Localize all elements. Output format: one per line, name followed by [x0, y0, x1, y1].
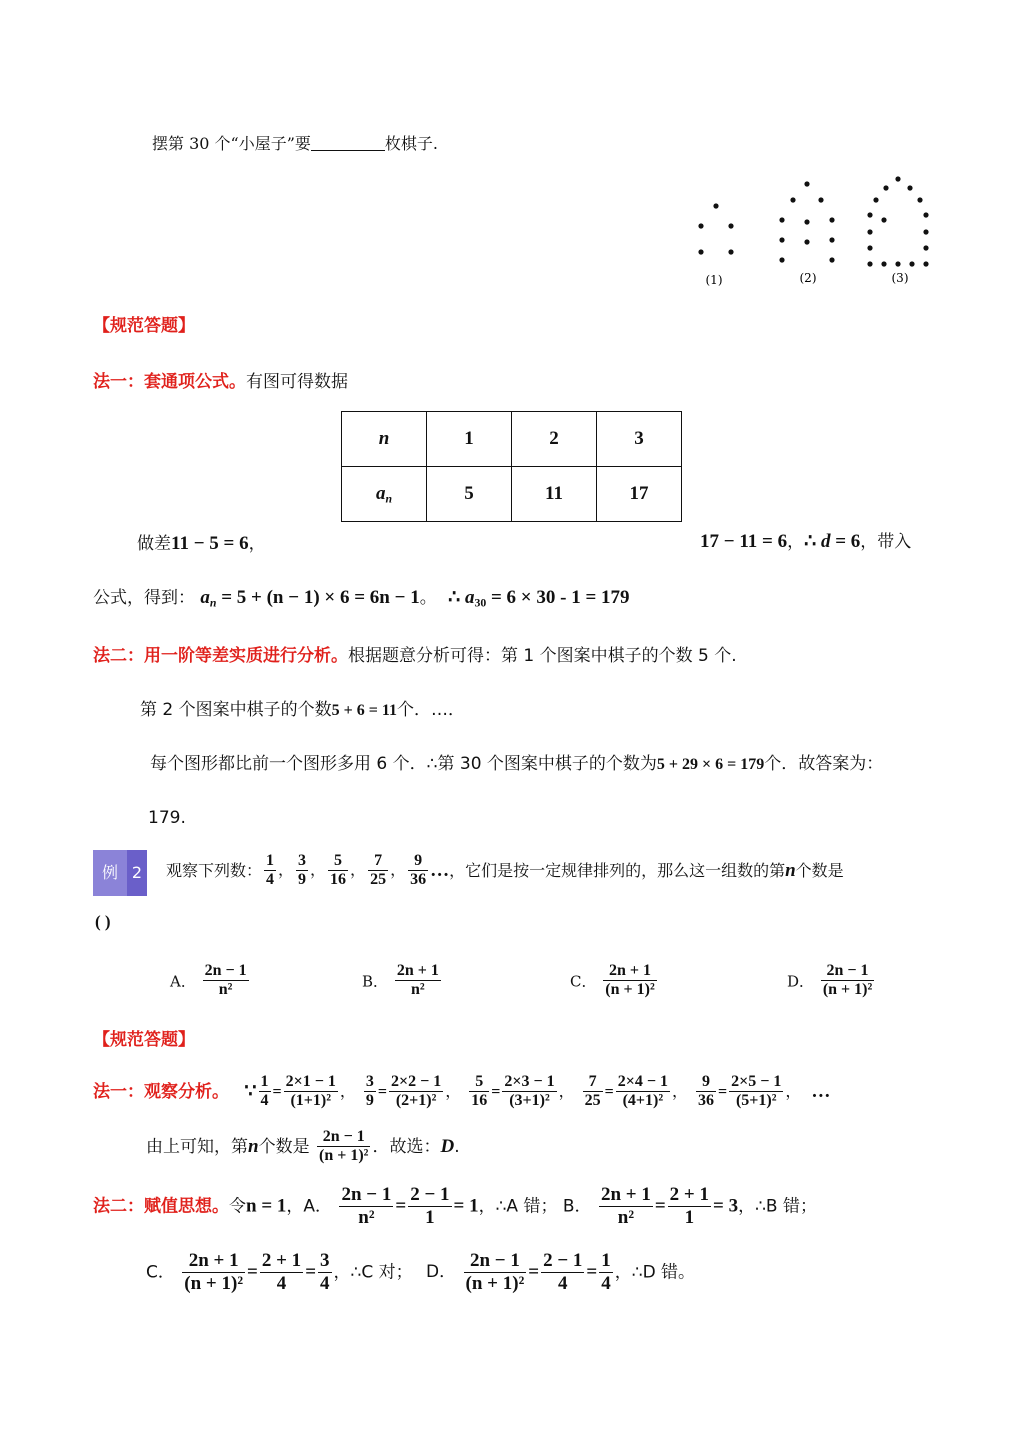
cell-sub: n — [385, 492, 393, 506]
table-cell: 2 — [512, 412, 597, 467]
numerator: 2 − 1 — [543, 1250, 583, 1271]
s2-method1-label: 法一：观察分析。 — [93, 1081, 229, 1102]
denominator: 25 — [370, 871, 387, 889]
c-fraction-3 — [318, 1250, 332, 1295]
ling-text: 令 — [229, 1196, 246, 1217]
numerator: 1 — [601, 1250, 611, 1271]
numerator: 1 — [264, 852, 276, 871]
table-cell-n — [342, 412, 427, 467]
table-cell: 5 — [427, 467, 512, 522]
left-fraction — [696, 1073, 716, 1111]
numerator: 2×3 − 1 — [502, 1073, 556, 1092]
conclusion-d: D — [440, 1135, 455, 1157]
dot — [698, 223, 703, 228]
line2-b: 个图案中棋子的个数 — [178, 700, 332, 720]
dot — [867, 245, 872, 250]
separator: ， — [278, 861, 295, 879]
example-badge-label: 例 — [93, 850, 127, 896]
numerator: 5 — [469, 1073, 489, 1092]
denominator: 36 — [410, 871, 427, 889]
method2-text-c: 个. — [714, 646, 737, 666]
sequence-fraction — [328, 852, 348, 890]
left-fraction — [469, 1073, 489, 1111]
dot — [804, 181, 809, 186]
table-row — [342, 412, 682, 467]
conclusion-line — [146, 1128, 460, 1166]
numerator: 9 — [408, 852, 428, 871]
dot — [713, 203, 718, 208]
denominator: (3+1)² — [509, 1092, 550, 1110]
numerator: 2×2 − 1 — [389, 1073, 443, 1092]
numerator: 7 — [583, 1073, 603, 1092]
a-wrong: ，∴A 错； — [478, 1196, 558, 1217]
option-d[interactable] — [787, 962, 876, 1000]
separator: ， — [558, 1082, 575, 1100]
answer-blank — [311, 132, 385, 151]
denominator: (n + 1)² — [184, 1272, 244, 1294]
dot — [867, 229, 872, 234]
method2-line-2 — [140, 698, 465, 723]
d-fraction-2 — [541, 1250, 584, 1295]
dot — [923, 261, 928, 266]
b-fraction-1 — [599, 1184, 653, 1229]
denominator: 9 — [298, 871, 307, 889]
figure-label-1: (1) — [705, 273, 723, 287]
option-label: D． — [787, 972, 815, 991]
dot — [804, 219, 809, 224]
numerator: 2n − 1 — [821, 962, 874, 981]
method2-text-a: 根据题意分析可得：第 — [348, 646, 518, 666]
equals: = — [604, 1082, 614, 1100]
b-result: = 3 — [713, 1195, 739, 1217]
numerator: 2n + 1 — [395, 962, 441, 981]
table-cell: 17 — [597, 467, 682, 522]
a-symbol: a — [200, 587, 210, 608]
s2-method2-label: 法二：赋值思想。 — [93, 1196, 229, 1217]
c-fraction-1 — [182, 1250, 245, 1295]
method2-label: 法二：用一阶等差实质进行分析。 — [93, 646, 348, 666]
option-a[interactable] — [170, 962, 251, 1000]
c-fraction-2 — [260, 1250, 303, 1295]
dot — [698, 249, 703, 254]
equals: = — [718, 1082, 728, 1100]
table-cell: 1 — [427, 412, 512, 467]
numerator: 2×4 − 1 — [616, 1073, 670, 1092]
example-badge-number: 2 — [127, 850, 147, 896]
d-fraction-1 — [464, 1250, 527, 1295]
conclusion-fraction — [317, 1128, 370, 1166]
right-fraction — [616, 1073, 670, 1111]
dot — [917, 197, 922, 202]
equals: = — [272, 1082, 282, 1100]
denominator: 4 — [558, 1272, 568, 1294]
denominator: 4 — [276, 1272, 287, 1294]
example2-text-b: ，它们是按一定规律排列的，那么这一组数的第 — [449, 860, 786, 880]
denominator: n² — [358, 1206, 375, 1228]
numerator: 1 — [259, 1073, 271, 1092]
denominator: (1+1)² — [290, 1092, 332, 1110]
formula-prefix: 公式，得到： — [93, 588, 195, 608]
denominator: 25 — [584, 1092, 601, 1110]
example2-text-c: 个数是 — [795, 860, 844, 880]
diff-line-left — [137, 532, 266, 556]
separator: ， — [350, 861, 367, 879]
n-symbol: n — [785, 859, 796, 881]
numerator: 2 + 1 — [261, 1250, 302, 1271]
a30-subscript: 30 — [474, 596, 487, 610]
numerator: 7 — [368, 852, 388, 871]
dot — [728, 249, 733, 254]
line3-c: 个图案中棋子的个数为 — [486, 754, 657, 774]
data-table — [341, 411, 682, 522]
tail-dots: … — [811, 1080, 831, 1102]
line3-num2: 30 — [459, 754, 482, 774]
dot — [883, 185, 888, 190]
dot — [923, 245, 928, 250]
num-1: 1 — [523, 646, 535, 666]
method2-text-b: 个图案中棋子的个数 — [539, 646, 693, 666]
figure-2-dots — [779, 181, 834, 262]
numerator: 2×1 − 1 — [284, 1073, 338, 1092]
dot — [923, 212, 928, 217]
numerator: 2 − 1 — [410, 1184, 450, 1205]
method2-line-3 — [150, 752, 883, 777]
dot — [895, 176, 900, 181]
denominator: 16 — [330, 871, 347, 889]
a-fraction-2 — [408, 1184, 451, 1229]
denominator: 9 — [365, 1092, 374, 1110]
cell-text: n — [378, 428, 390, 449]
cell-text: a — [375, 483, 386, 504]
section-heading-1: 【规范答题】 — [93, 316, 195, 336]
separator: ， — [785, 1082, 802, 1100]
method1-label: 法一：套通项公式。 — [93, 372, 246, 392]
daiu-text: ，带入 — [860, 532, 912, 552]
table-cell: 11 — [512, 467, 597, 522]
dot — [881, 261, 886, 266]
option-fraction — [821, 962, 874, 1000]
comma: ， — [787, 532, 805, 552]
numerator: 2n + 1 — [182, 1250, 245, 1273]
numerator: 2×5 − 1 — [729, 1073, 783, 1092]
line3-formula: 5 + 29 × 6 = 179 — [656, 756, 765, 773]
separator: ， — [390, 861, 407, 879]
dot — [829, 237, 834, 242]
line3-d: 个．故答案为： — [764, 754, 884, 774]
option-fraction — [203, 962, 249, 1000]
d-value: = 6 — [835, 531, 861, 552]
c-right: ，∴C 对； — [333, 1262, 413, 1283]
dot — [728, 223, 733, 228]
ellipsis: … — [430, 859, 450, 881]
table-cell-an — [342, 467, 427, 522]
method1-text: 有图可得数据 — [246, 372, 348, 392]
conclusion-b: 个数是 — [258, 1136, 310, 1157]
option-fraction — [395, 962, 441, 1000]
problem-tail-text: 摆第 30 个“小屋子”要 — [152, 134, 311, 153]
section-heading-2: 【规范答题】 — [93, 1030, 195, 1050]
figure-3-dots — [867, 176, 928, 266]
period: 。 — [419, 588, 437, 608]
a-label: ，A． — [286, 1196, 333, 1217]
a-subscript: n — [209, 596, 217, 610]
dot — [818, 197, 823, 202]
b-label: B． — [562, 1196, 592, 1217]
dot — [790, 197, 795, 202]
option-c[interactable] — [570, 962, 659, 1000]
numerator: 3 — [320, 1250, 330, 1271]
option-label: C． — [570, 972, 597, 991]
cd-line: C． $\frac{2n + 1}{\text{(n + 1)²}}$ = $\frac{2 + 1}{4}$ = $\frac{3}{4}$ ，∴C 对； D． $\frac{2n - 1}{\text{(n + 1)²}}$ = $\frac{2 - 1}{4}$ = $\frac{1}{4}$ ，∴D 错。 — [146, 1250, 696, 1294]
conclusion-c: ．故选： — [372, 1136, 441, 1157]
right-fraction — [389, 1073, 443, 1111]
a30-symbol: a — [464, 587, 475, 608]
d-symbol: d — [820, 531, 831, 552]
separator: ， — [310, 861, 327, 879]
denominator: n² — [218, 981, 233, 999]
example2-question — [166, 852, 844, 890]
dot — [873, 197, 878, 202]
option-fraction — [603, 962, 656, 1000]
separator: ， — [445, 1082, 462, 1100]
denominator: (4+1)² — [622, 1092, 664, 1110]
conclusion-a: 由上可知，第 — [146, 1136, 248, 1157]
conclusion-n: n — [248, 1135, 259, 1157]
table-cell: 3 — [597, 412, 682, 467]
sequence-fraction — [408, 852, 428, 890]
a-result: = 1 — [453, 1195, 479, 1217]
comma: ， — [248, 534, 266, 554]
dot — [829, 257, 834, 262]
left-fraction — [259, 1073, 271, 1111]
because-symbol: ∵ — [244, 1080, 257, 1102]
line3-num: 6 — [376, 754, 388, 774]
formula-line: 公式，得到： $a_n = 5 + (n - 1) \times 6 = 6n - 1$。 ∴ $a_{30} = 6 \times 30 - 1 = 179$ — [93, 587, 630, 610]
right-fraction — [729, 1073, 783, 1111]
denominator: n² — [617, 1206, 635, 1228]
dot — [907, 185, 912, 190]
diff-prefix: 做差 — [137, 534, 171, 554]
dot — [779, 217, 784, 222]
numerator: 9 — [696, 1073, 716, 1092]
dot — [829, 217, 834, 222]
general-term-formula: = 5 + (n − 1) × 6 = 6n − 1 — [221, 587, 420, 608]
equals: = — [491, 1082, 501, 1100]
line3-b: 个．∴第 — [392, 754, 455, 774]
example2-text-a: 观察下列数： — [166, 860, 263, 880]
house-dot-figures — [690, 170, 950, 295]
dot — [779, 237, 784, 242]
answer-parentheses: ( ) — [95, 912, 111, 931]
b-fraction-2 — [668, 1184, 711, 1229]
separator: ， — [339, 1082, 356, 1100]
numerator: 2 + 1 — [669, 1184, 709, 1205]
right-fraction — [502, 1073, 556, 1111]
d-label: D． — [426, 1262, 457, 1283]
dot — [779, 257, 784, 262]
numerator: 2n − 1 — [464, 1250, 527, 1273]
option-label: A． — [170, 972, 196, 991]
numerator: 2n − 1 — [341, 1184, 392, 1205]
numerator: 2n − 1 — [203, 962, 249, 981]
line2-a: 第 — [140, 700, 157, 720]
problem-tail-text-2: 枚棋子. — [384, 134, 438, 153]
dot — [895, 261, 900, 266]
dot — [867, 261, 872, 266]
dot — [804, 239, 809, 244]
c-label: C． — [146, 1262, 175, 1283]
numerator: 2n − 1 — [317, 1128, 370, 1147]
d-fraction-3 — [599, 1250, 613, 1295]
observation-line — [93, 1073, 830, 1111]
table-row — [342, 467, 682, 522]
denominator: (2+1)² — [395, 1092, 437, 1110]
numerator: 5 — [328, 852, 348, 871]
line2-num: 2 — [162, 700, 174, 720]
denominator: (n + 1)² — [605, 981, 655, 999]
dot — [923, 229, 928, 234]
method2-line — [93, 644, 737, 668]
sequence-fraction — [264, 852, 276, 890]
sequence-fraction — [296, 852, 308, 890]
diff-line-right — [700, 530, 911, 554]
option-label: B． — [362, 972, 389, 991]
denominator: 4 — [266, 871, 275, 889]
line3-a: 每个图形都比前一个图形多用 — [150, 754, 371, 774]
right-fraction — [284, 1073, 338, 1111]
denominator: (5+1)² — [735, 1092, 777, 1110]
dot — [909, 261, 914, 266]
problem-tail — [152, 132, 438, 156]
denominator: n² — [410, 981, 425, 999]
sequence — [262, 852, 430, 889]
denominator: (n + 1)² — [318, 1147, 369, 1165]
denominator: 4 — [601, 1272, 611, 1294]
separator: ， — [671, 1082, 688, 1100]
line2-c: 个．…． — [397, 700, 465, 720]
assign-line: 法二：赋值思想。令n = 1，A． $\frac{2n - 1}{\text{n²}}$ = $\frac{2 - 1}{1}$ = 1，∴A 错； B． $\frac{2n + 1}{\text{n²}}$ = $\frac{2 + 1}{1}$ = 3，∴B 错； — [93, 1184, 817, 1228]
left-fraction — [364, 1073, 376, 1111]
denominator: (n + 1)² — [465, 1272, 525, 1294]
option-b[interactable] — [362, 962, 443, 1000]
dot — [881, 217, 886, 222]
figure-label-2: (2) — [799, 271, 817, 285]
conclusion-e: . — [454, 1136, 460, 1157]
numerator: 2n + 1 — [603, 962, 656, 981]
equals: = — [377, 1082, 387, 1100]
left-fraction — [583, 1073, 603, 1111]
denominator: 36 — [698, 1092, 714, 1110]
b-wrong: ，∴B 错； — [738, 1196, 817, 1217]
numerator: 3 — [296, 852, 308, 871]
numerator: 3 — [364, 1073, 376, 1092]
denominator: 4 — [260, 1092, 269, 1110]
a-fraction-1 — [339, 1184, 393, 1229]
d-wrong: ，∴D 错。 — [614, 1262, 696, 1283]
diff-formula-1: 11 − 5 = 6 — [171, 533, 249, 554]
a30-formula: = 6 × 30 - 1 = 179 — [490, 587, 630, 608]
therefore-d: ∴ — [804, 531, 821, 552]
figure-label-3: (3) — [891, 271, 909, 285]
diff-formula-2: 17 − 11 = 6 — [700, 531, 788, 552]
denominator: 1 — [684, 1206, 695, 1228]
denominator: 4 — [320, 1272, 330, 1294]
dot — [867, 212, 872, 217]
figure-1-dots — [698, 203, 733, 254]
num-5: 5 — [698, 646, 709, 666]
answer-line: 179. — [148, 808, 186, 828]
denominator: 1 — [425, 1206, 435, 1228]
sequence-fraction — [368, 852, 388, 890]
line2-formula: 5 + 6 = 11 — [331, 702, 397, 719]
denominator: 16 — [471, 1092, 488, 1110]
numerator: 2n + 1 — [600, 1184, 651, 1205]
denominator: (n + 1)² — [822, 981, 873, 999]
method1-line — [93, 370, 348, 394]
n-eq-1: n = 1 — [246, 1195, 287, 1217]
